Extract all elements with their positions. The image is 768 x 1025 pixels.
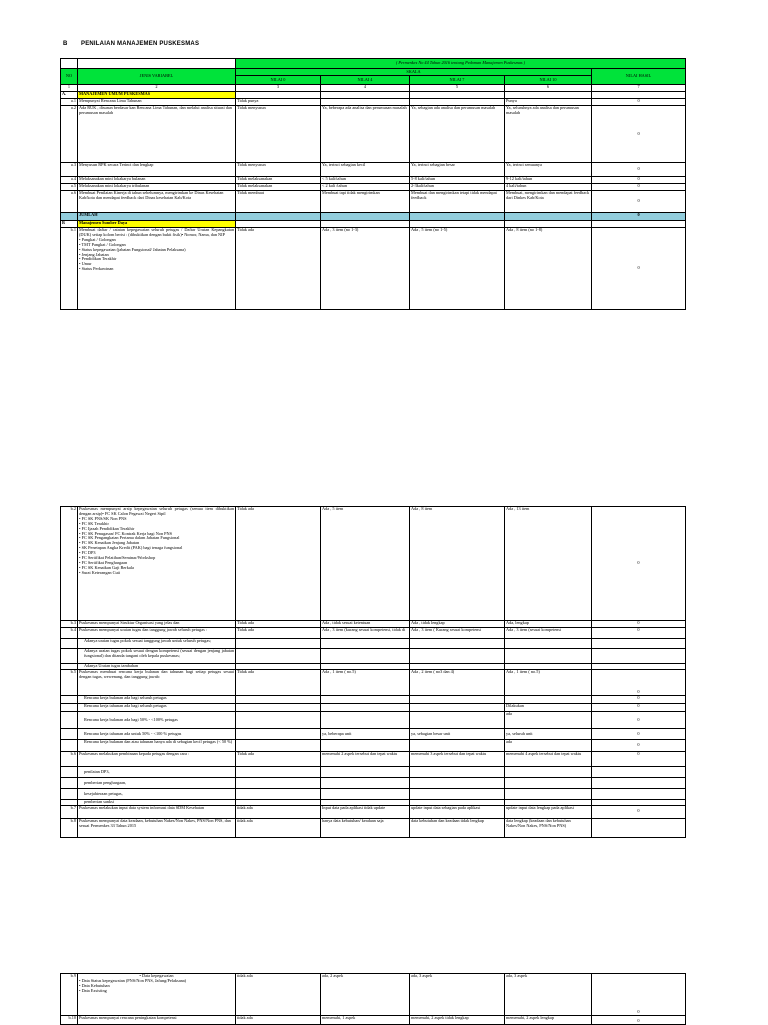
col-nilai4-header: NILAI 4 — [321, 76, 410, 85]
table-row — [61, 712, 686, 729]
row-nilai7: ada, 3 aspek — [410, 974, 505, 1016]
row-nilai0: tidak ada — [236, 805, 321, 818]
list-item: • SK Penetapan Angka Kredit (PAK) bagi tenaga fungsional — [79, 545, 183, 551]
row-nilai10: Dilakukan — [505, 704, 592, 712]
table-row — [61, 191, 686, 213]
row-hasil: 0 — [592, 191, 686, 213]
row-variable: Melaksanakan mini lokakarya bulanan — [78, 177, 236, 184]
col-hasil-header: NILAI HASIL — [592, 69, 686, 85]
row-nilai10: Ya, seluruhnya ada analisa dan perumusan masalah — [505, 106, 592, 163]
row-nilai0: Tidak punya — [236, 99, 321, 106]
table-row — [61, 740, 686, 752]
row-hasil: 0 — [592, 163, 686, 177]
sub-item: pemberian sanksi — [78, 800, 236, 806]
row-hasil: 0 — [592, 712, 686, 729]
row-nilai4: Ya, terinci sebagian kecil — [321, 163, 410, 177]
row-nilai7: update input data sebagian pada aplikasi — [410, 805, 505, 818]
table-row — [61, 228, 686, 310]
column-number-row — [61, 85, 686, 92]
row-nilai7 — [410, 99, 505, 106]
table-row — [61, 507, 686, 621]
col-num: 2 — [78, 85, 236, 92]
row-nilai10: Ada , 13 item — [505, 507, 592, 621]
sub-item: Adanya Uraian tugas tambahan — [78, 664, 236, 670]
row-variable: Puskesmas mempunyai uraian tugas dan tanggung jawab seluruh petugas : — [78, 628, 236, 639]
list-item: • Pangkat / Golongan — [79, 236, 116, 242]
sub-item: Rencana kerja bulanan ada bagi 50% - <100% petugas — [78, 712, 236, 729]
list-item: • FC DP3 — [79, 550, 96, 556]
row-nilai0: Tidak ada — [236, 621, 321, 628]
sub-item: Rencana kerja bulanan dan atau tahunan hanya ada di sebagian kecil petugas (< 50 %) — [78, 740, 236, 752]
list-item: • Status kepegawaian (jabatan Fungsional/ Jabatan Pelaksana) — [79, 246, 186, 252]
row-nilai0: Tidak menyusun — [236, 106, 321, 163]
b2-intro: Puskesmas mempunyai arsip kepegawaian seluruh petugas (semua item dibuktikan dengan arsip)• FC SK Calon Pegawai Negeri Sipil — [79, 506, 234, 516]
table-row — [61, 704, 686, 712]
row-nilai0: Tidak ada — [236, 628, 321, 639]
part-b-title: Manajemen Sumber Daya — [78, 221, 236, 228]
row-no: a.6 — [61, 191, 78, 213]
row-no: b.5 — [61, 670, 78, 696]
jumlah-value: 0 — [592, 213, 686, 221]
row-hasil — [592, 818, 686, 837]
row-variable: Melaksanakan mini lokakarya tribulanan — [78, 184, 236, 191]
row-nilai4 — [321, 99, 410, 106]
row-hasil: 0 — [592, 621, 686, 628]
row-hasil: 0 — [592, 177, 686, 184]
row-nilai10: memenuhi, 2 aspek lengkap — [505, 1016, 592, 1025]
row-no: a.5 — [61, 184, 78, 191]
list-item: • FC SK Pengangkatan Pertama dalam Jabatan Fungsional — [79, 535, 180, 541]
row-nilai10: Ada , 3 item (sesuai kompetensi — [505, 628, 592, 639]
row-nilai4: Input data pada aplikasi tidak update — [321, 805, 410, 818]
row-nilai4: < 2 kali /tahun — [321, 184, 410, 191]
row-nilai4: Ada , 3 item (kurang sesuai kompetensi, tidak di — [321, 628, 410, 639]
row-nilai0: tidak ada — [236, 974, 321, 1016]
row-nilai7: Ada , 3 item ( Kurang sesuai kompetensi — [410, 628, 505, 639]
row-nilai4: Ada , 3 item (no 1-3) — [321, 228, 410, 310]
table-row — [61, 163, 686, 177]
row-nilai0: Tidak melaksanakan — [236, 177, 321, 184]
row-nilai4: Ada , 1 item ( no.5) — [321, 670, 410, 696]
table-row — [61, 818, 686, 837]
table-row — [61, 974, 686, 1016]
table-row — [61, 184, 686, 191]
row-no: b.7 — [61, 805, 78, 818]
row-no: a.4 — [61, 177, 78, 184]
row-hasil: 0 — [592, 106, 686, 163]
row-nilai7: Ya, sebagian ada analisa dan perumusan masalah — [410, 106, 505, 163]
b1-intro: Membuat daftar / catatan kepegawaian seluruh petugas / Daftar Urutan Kepangkatan (DUK) setiap kolom berisi : (dibuktikan dengan bukti fisik)• Nomor, Nama, dan NIP — [79, 227, 234, 237]
row-hasil: 0 — [592, 628, 686, 639]
col-nilai0-header: NILAI 0 — [236, 76, 321, 85]
row-nilai4: memenuhi, 1 aspek — [321, 1016, 410, 1025]
row-nilai7: Ada , 8 item — [410, 507, 505, 621]
row-variable: Puskesmas melakukan input data system informasi data SDM Kesehatan — [78, 805, 236, 818]
row-no: b.2 — [61, 507, 78, 621]
row-hasil: 0 — [592, 228, 686, 310]
sub-item: penilaian DP3, — [78, 767, 236, 778]
list-item: • FC SK PNS/SK Non PNS — [79, 515, 127, 521]
row-hasil: 0 — [592, 670, 686, 696]
row-nilai10: Ya, terinci semuanya — [505, 163, 592, 177]
col-num: 1 — [61, 85, 78, 92]
row-nilai10: ada — [505, 740, 592, 752]
table-row — [61, 729, 686, 740]
row-nilai0: Tidak ada — [236, 670, 321, 696]
row-hasil: 0 — [592, 740, 686, 752]
row-nilai10: Ada, lengkap — [505, 621, 592, 628]
assessment-table-page-1 — [60, 58, 686, 310]
sub-item: Rencana kerja tahunan ada untuk 50% - <100 % petugas — [78, 729, 236, 740]
row-hasil: 0 — [592, 752, 686, 767]
row-hasil: 0 — [592, 1016, 686, 1025]
table-row — [61, 621, 686, 628]
row-hasil: 0 — [592, 99, 686, 106]
table-row — [61, 767, 686, 778]
row-nilai7: memenuhi, 2 aspek tidak lengkap — [410, 1016, 505, 1025]
table-row — [61, 752, 686, 767]
row-nilai4: Ya, beberapa ada analisa dan perumusan masalah — [321, 106, 410, 163]
col-jenis-header: JENIS VARIABEL — [78, 69, 236, 85]
row-nilai4: ya, beberapa unit — [321, 729, 410, 740]
part-a-no: A. — [61, 92, 78, 99]
row-nilai10: update input data lengkap pada aplikasi — [505, 805, 592, 818]
row-nilai10: data lengkap (keadaan dan kebutuhan Nakes/Non Nakes, PNS/Non PNS) — [505, 818, 592, 837]
row-no: a.1 — [61, 99, 78, 106]
row-hasil: 0 — [592, 184, 686, 191]
row-nilai7: memenuhi 3 aspek tersebut dan tepat waktu — [410, 752, 505, 767]
list-item: • TMT Pangkat / Golongan — [79, 241, 126, 247]
assessment-table-page-3 — [60, 973, 686, 1025]
sub-item: Adanya uraian tugas pokok sesuai dengan kompetensi (sesuai dengan jenjang jabatan fungsional) dan ditanda tangani oleh kepala puskesmas; — [78, 649, 236, 664]
row-nilai10 — [505, 696, 592, 704]
list-item: • Surat Keterangan Cuti — [79, 569, 121, 575]
row-nilai0: Tidak ada — [236, 752, 321, 767]
row-variable — [78, 974, 236, 1016]
sub-item: Rencana kerja bulanan ada bagi seluruh petugas — [78, 696, 236, 704]
col-num: 5 — [410, 85, 505, 92]
row-nilai10: Membuat, mengirimkan dan mendapat feedback dari Dinkes Kab/Kota — [505, 191, 592, 213]
row-nilai0: Tidak menyusun — [236, 163, 321, 177]
row-variable: Mempunyai Rencana Lima Tahunan — [78, 99, 236, 106]
row-no: b.10 — [61, 1016, 78, 1025]
row-nilai7: data kebutuhan dan keadaan tidak lengkap — [410, 818, 505, 837]
col-nilai7-header: NILAI 7 — [410, 76, 505, 85]
row-nilai10: 9-12 kali/tahun — [505, 177, 592, 184]
sub-item: kesejahteraan petugas, — [78, 789, 236, 800]
table-row — [61, 696, 686, 704]
row-variable: Puskesmas melakukan pembinaan kepada petugas dengan cara : — [78, 752, 236, 767]
section-title: PENILAIAN MANAJEMEN PUSKESMAS — [81, 41, 200, 47]
row-nilai10: ada — [505, 712, 592, 729]
table-row — [61, 639, 686, 649]
list-item: • FC SK Kenaikan Jenjang Jabatan — [79, 540, 140, 546]
row-nilai4: Membuat tapi tidak mengirimkan — [321, 191, 410, 213]
table-row — [61, 649, 686, 664]
row-nilai7: Ya, terinci sebagian besar — [410, 163, 505, 177]
list-item: • Data Status kepegawaian (PNS/Non PNS, Jafung/Pelaksana) — [79, 977, 187, 983]
row-no: b.1 — [61, 228, 78, 310]
row-hasil: 0 — [592, 729, 686, 740]
row-variable: Ada RUK , disusun berdasar kan Rencana Lima Tahunan, dan melalui analisa situasi dan perumusan masalah — [78, 106, 236, 163]
row-no: b.6 — [61, 752, 78, 767]
row-nilai0: tidak ada — [236, 818, 321, 837]
row-hasil: 0 — [592, 974, 686, 1016]
row-hasil: 0 — [592, 805, 686, 818]
list-item: • Jenjang Jabatan — [79, 251, 109, 257]
table-row — [61, 670, 686, 696]
row-no: b.9 — [61, 974, 78, 1016]
part-a-title: MANAJEMEN UMUM PUSKESMAS — [78, 92, 236, 99]
row-hasil: 0 — [592, 696, 686, 704]
row-nilai10: Ada , 8 item (no 1-8) — [505, 228, 592, 310]
row-nilai0: Tidak ada — [236, 507, 321, 621]
list-item: • Status Perkawinan — [79, 266, 114, 272]
row-nilai4: hanya data kebutuhan/ keadaan saja — [321, 818, 410, 837]
part-b-no: B — [61, 221, 78, 228]
col-num: 6 — [505, 85, 592, 92]
table-row — [61, 789, 686, 800]
table-row — [61, 106, 686, 163]
col-num: 4 — [321, 85, 410, 92]
part-b-header-row — [61, 221, 686, 228]
col-skala-header: SKALA — [236, 69, 592, 76]
row-variable: Puskesmas mempunyai Struktur Organisasi yang jelas dan — [78, 621, 236, 628]
row-variable — [78, 507, 236, 621]
jumlah-label: JUMLAH — [78, 213, 236, 221]
b9-intro: • Data kepegawaian — [139, 973, 174, 978]
row-nilai0: tidak ada — [236, 1016, 321, 1025]
col-no-header: NO — [61, 69, 78, 85]
row-nilai7: ya, sebagian besar unit — [410, 729, 505, 740]
row-hasil: 0 — [592, 704, 686, 712]
row-no: b.3 — [61, 621, 78, 628]
col-num: 3 — [236, 85, 321, 92]
table-row — [61, 1016, 686, 1025]
list-item: • Umur — [79, 261, 92, 267]
row-nilai4: ada, 2 aspek — [321, 974, 410, 1016]
row-nilai4: Ada , tidak sesuai ketentuan — [321, 621, 410, 628]
row-no: a.2 — [61, 106, 78, 163]
row-no: b.8 — [61, 818, 78, 837]
row-nilai0: Tidak melaksanakan — [236, 184, 321, 191]
row-variable: Puskesmas membuat rencana kerja bulanan dan tahunan bagi setiap petugas sesuai dengan tugas, wewenang, dan tanggung jawab: — [78, 670, 236, 696]
row-nilai10: Punya — [505, 99, 592, 106]
part-a-header-row — [61, 92, 686, 99]
list-item: • FC Sertifikat Penghargaan — [79, 559, 128, 565]
list-item: • FC Sertifikat Pelatihan/Seminar/Workshop — [79, 555, 156, 561]
row-nilai10: Ada , 1 item ( no.5) — [505, 670, 592, 696]
row-variable: Puskesmas mempunyai data keadaan, kebutuhan Nakes/Non Nakes, PNS/Non PNS, dan sesuai Permenkes 33 Tahun 2015 — [78, 818, 236, 837]
section-heading — [63, 41, 199, 47]
list-item: • FC SK Terakhir — [79, 520, 109, 526]
row-nilai7: 5-8 kali/tahun — [410, 177, 505, 184]
sub-item: Adanya uraian tugas pokok sesuai tanggung jawab untuk seluruh petugas; — [78, 639, 236, 649]
sub-item: pemberian penghargaan, — [78, 778, 236, 789]
row-nilai4: Ada , 5 item — [321, 507, 410, 621]
table-row — [61, 99, 686, 106]
row-nilai10: ya, seluruh unit — [505, 729, 592, 740]
row-nilai7: Ada , 2 item ( no3 dan 4) — [410, 670, 505, 696]
row-nilai10: 4 kali/tahun — [505, 184, 592, 191]
jumlah-row — [61, 213, 686, 221]
col-nilai10-header: NILAI 10 — [505, 76, 592, 85]
row-nilai4: < 5 kali/tahun — [321, 177, 410, 184]
row-nilai7: Ada , tidak lengkap — [410, 621, 505, 628]
col-num: 7 — [592, 85, 686, 92]
row-hasil: 0 — [592, 507, 686, 621]
row-variable: Menyusun RPK secara Terinci dan lengkap — [78, 163, 236, 177]
list-item: • FC SK Penugasan/ FC Kontrak Kerja bagi Non PNS — [79, 530, 173, 536]
row-no: b.4 — [61, 628, 78, 639]
row-nilai10: ada, 3 aspek — [505, 974, 592, 1016]
row-variable — [78, 228, 236, 310]
table-row — [61, 628, 686, 639]
table-row — [61, 177, 686, 184]
table-row — [61, 778, 686, 789]
row-variable: Puskesmas mempunyai rencana peningkatan kompetensi — [78, 1016, 236, 1025]
row-variable: Membuat Penilaian Kinerja di tahun sebelumnya, mengirimkan ke Dinas Kesehatan Kab/kota dan mendapat feedback dari Dinas kesehatan Kab/Kota — [78, 191, 236, 213]
row-nilai7: 2-3kali/tahun — [410, 184, 505, 191]
section-letter: B — [63, 41, 68, 47]
row-nilai0: Tidak ada — [236, 228, 321, 310]
row-nilai0: Tidak membuat — [236, 191, 321, 213]
row-nilai4: memenuhi 2 aspek tersebut dan tepat waktu — [321, 752, 410, 767]
assessment-table-page-2 — [60, 506, 686, 838]
table-row — [61, 805, 686, 818]
list-item: • FC Ijazah Pendidikan Terakhir — [79, 525, 135, 531]
row-nilai7: Membuat dan mengirimkan tetapi tidak mendapat feedback — [410, 191, 505, 213]
list-item: • FC SK Kenaikan Gaji Berkala — [79, 564, 134, 570]
row-no: a.3 — [61, 163, 78, 177]
list-item: • Pendidikan Terakhir — [79, 256, 117, 262]
regulation-reference: ( Permenkes No 44 Tahun 2016 tentang Pedoman Manajemen Puskesmas ) — [236, 59, 686, 69]
sub-item: Rencana kerja tahunan ada bagi seluruh petugas — [78, 704, 236, 712]
list-item: • Data Exsisting — [79, 987, 107, 993]
list-item: • Data Kebutuhan — [79, 982, 110, 988]
row-nilai7: Ada , 5 item (no 1-5) — [410, 228, 505, 310]
row-nilai10: memenuhi 4 aspek tersebut dan tepat waktu — [505, 752, 592, 767]
